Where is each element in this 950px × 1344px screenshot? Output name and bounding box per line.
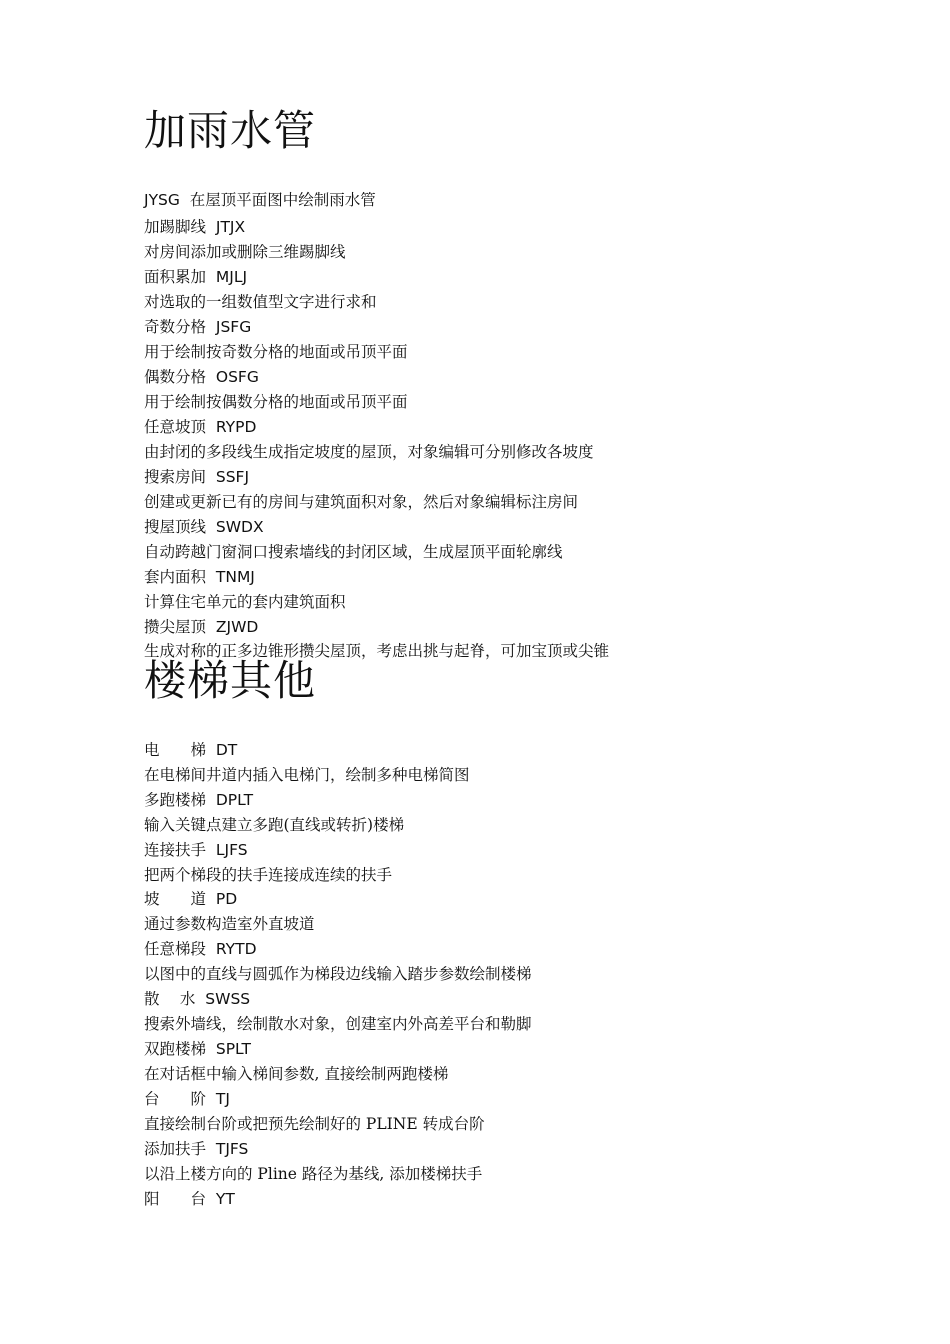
command-name-line [144,1038,251,1060]
command-code: TJFS [215,1140,249,1158]
command-description-line: 计算住宅单元的套内建筑面积 [144,593,346,611]
command-name: 搜屋顶线 [144,518,207,536]
command-name: 奇数分格 [144,318,207,336]
command-code: JTJX [215,218,246,236]
command-line-jysg [144,189,376,211]
command-code: DPLT [215,791,254,809]
command-name: 偶数分格 [144,368,207,386]
command-description-line: 通过参数构造室外直坡道 [144,915,315,933]
command-description-line: 用于绘制按奇数分格的地面或吊顶平面 [144,343,408,361]
command-description-line: 直接绘制台阶或把预先绘制好的 PLINE 转成台阶 [144,1115,485,1133]
command-code: LJFS [215,841,248,859]
command-name: 连接扶手 [144,841,207,859]
command-name-line [144,739,237,761]
command-description: 在屋顶平面图中绘制雨水管 [189,191,376,209]
command-description-line: 对选取的一组数值型文字进行求和 [144,293,377,311]
command-name: 搜索房间 [144,468,207,486]
command-name-line [144,789,253,811]
command-code: SWSS [205,990,251,1008]
command-name-line [144,216,245,238]
command-description-line: 搜索外墙线，绘制散水对象，创建室内外高差平台和勒脚 [144,1015,532,1033]
command-name-line [144,1088,230,1110]
command-code: SSFJ [215,468,250,486]
command-name-line [144,416,256,438]
command-code: DT [215,741,238,759]
command-name: 台 阶 [144,1090,207,1108]
command-code: RYTD [215,940,257,958]
command-name-line [144,938,257,960]
command-description-line: 由封闭的多段线生成指定坡度的屋顶，对象编辑可分别修改各坡度 [144,443,594,461]
command-name-line [144,466,249,488]
command-code: RYPD [215,418,257,436]
command-code: PD [215,890,238,908]
command-name-line [144,266,247,288]
command-code: OSFG [215,368,259,386]
command-code: SPLT [215,1040,252,1058]
command-code: TNMJ [215,568,255,586]
command-description-line: 生成对称的正多边锥形攒尖屋顶，考虑出挑与起脊，可加宝顶或尖锥 [144,642,610,660]
section-heading-stairs-other: 楼梯其他 [144,656,317,705]
command-description-line: 创建或更新已有的房间与建筑面积对象，然后对象编辑标注房间 [144,493,579,511]
command-description-line: 自动跨越门窗洞口搜索墙线的封闭区域，生成屋顶平面轮廓线 [144,543,563,561]
command-name: 套内面积 [144,568,207,586]
command-code: JYSG [144,191,180,209]
command-name-line [144,566,255,588]
command-name-line [144,516,264,538]
command-name-line [144,1138,248,1160]
command-description-line: 输入关键点建立多跑(直线或转折)楼梯 [144,816,405,834]
command-name-line [144,616,258,638]
command-description-line: 以图中的直线与圆弧作为梯段边线输入踏步参数绘制楼梯 [144,965,532,983]
command-name: 加踢脚线 [144,218,207,236]
command-name: 任意梯段 [144,940,207,958]
command-name: 阳 台 [144,1190,207,1208]
command-name-line [144,988,250,1010]
command-description-line: 对房间添加或删除三维踢脚线 [144,243,346,261]
command-description-line: 在对话框中输入梯间参数, 直接绘制两跑楼梯 [144,1065,449,1083]
command-description-line: 以沿上楼方向的 Pline 路径为基线, 添加楼梯扶手 [144,1165,483,1183]
command-description-line: 在电梯间井道内插入电梯门，绘制多种电梯简图 [144,766,470,784]
command-name-line [144,1188,235,1210]
command-name: 任意坡顶 [144,418,207,436]
command-name: 攒尖屋顶 [144,618,207,636]
command-name: 面积累加 [144,268,207,286]
command-code: JSFG [215,318,252,336]
command-name: 双跑楼梯 [144,1040,207,1058]
command-name-line [144,888,237,910]
command-description-line: 用于绘制按偶数分格的地面或吊顶平面 [144,393,408,411]
command-name: 坡 道 [144,890,207,908]
command-name: 多跑楼梯 [144,791,207,809]
command-name: 散 水 [144,990,196,1008]
command-name: 电 梯 [144,741,207,759]
command-code: ZJWD [215,618,259,636]
command-name-line [144,316,251,338]
command-name: 添加扶手 [144,1140,207,1158]
command-code: YT [215,1190,235,1208]
command-name-line [144,366,259,388]
command-code: TJ [215,1090,230,1108]
section-heading-rainwater-pipe: 加雨水管 [144,106,317,155]
command-code: MJLJ [215,268,248,286]
command-code: SWDX [215,518,264,536]
command-description-line: 把两个梯段的扶手连接成连续的扶手 [144,866,393,884]
command-name-line [144,839,248,861]
